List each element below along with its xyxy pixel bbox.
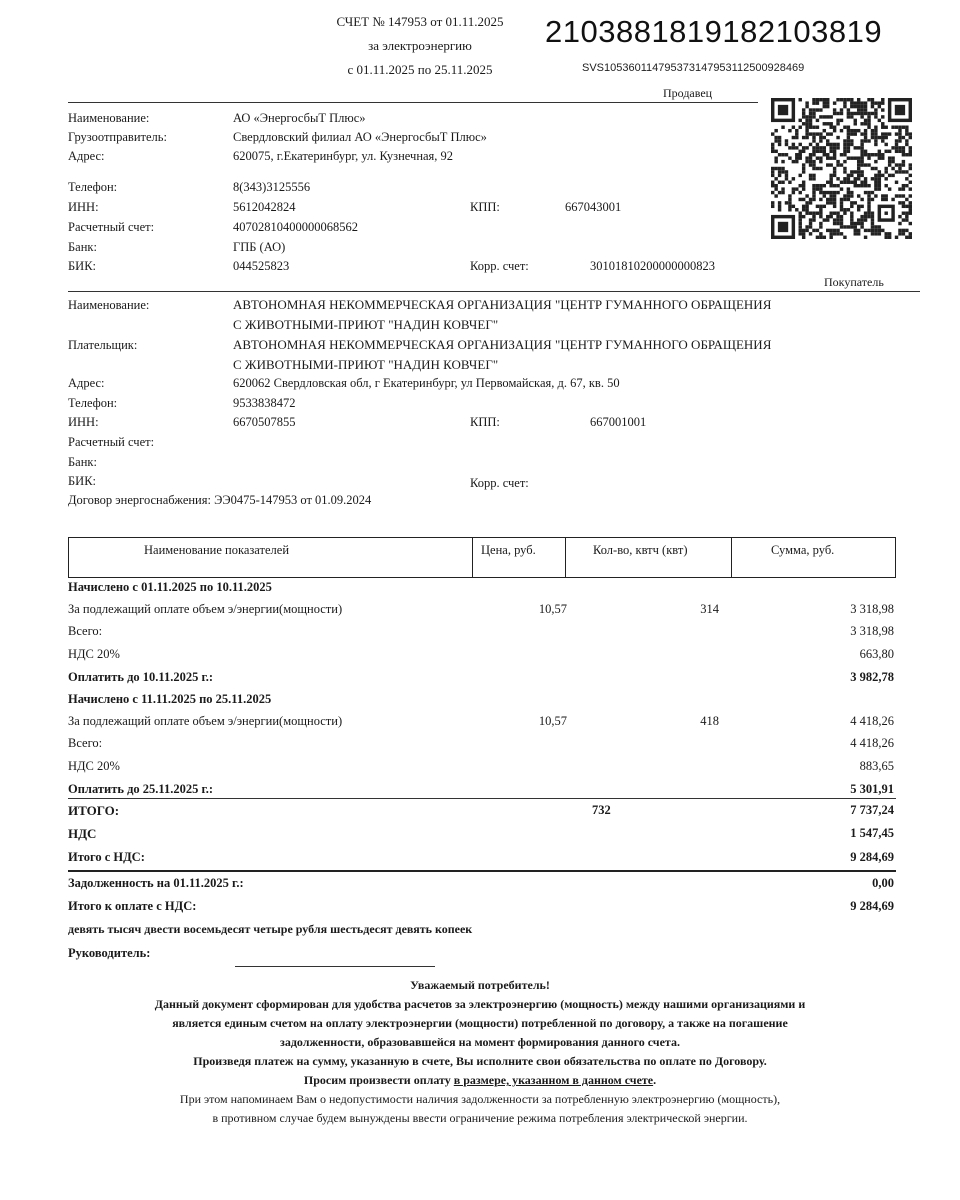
- notice-line-5-pre: Просим произвести оплату: [303, 1073, 454, 1087]
- buyer-bank-label: Банк:: [68, 455, 97, 469]
- p2-title: Начислено с 11.11.2025 по 25.11.2025: [68, 692, 272, 706]
- buyer-bik-label: БИК:: [68, 474, 97, 488]
- buyer-address-value: 620062 Свердловская обл, г Екатеринбург, ул Первомайская, д. 67, кв. 50: [233, 376, 620, 390]
- qr-code-icon: [771, 98, 912, 239]
- buyer-name-line2: С ЖИВОТНЫМИ-ПРИЮТ "НАДИН КОВЧЕГ": [233, 317, 499, 332]
- p2-pay: 5 301,91: [850, 782, 894, 796]
- notice-line-1: Данный документ сформирован для удобства расчетов за электроэнергию (мощность) между нашими организациями и: [154, 997, 806, 1011]
- seller-address-label: Адрес:: [68, 149, 105, 163]
- p1-title: Начислено с 01.11.2025 по 10.11.2025: [68, 580, 272, 594]
- notice-line-5: [40, 1071, 920, 1090]
- notice-line-6: При этом напоминаем Вам о недопустимости наличия задолженности за потребленную электроэнергию (мощность),: [179, 1092, 781, 1106]
- p1-vat: 663,80: [859, 647, 894, 661]
- p2-pay-label: Оплатить до 25.11.2025 г.:: [68, 782, 214, 796]
- contract-line: Договор энергоснабжения: ЭЭ0475-147953 от 01.09.2024: [68, 493, 372, 507]
- head-label: Руководитель:: [68, 946, 151, 960]
- seller-inn-value: 5612042824: [233, 200, 296, 214]
- p2-total-label: Всего:: [68, 736, 103, 750]
- p1-pay: 3 982,78: [850, 670, 894, 684]
- invoice-period: с 01.11.2025 по 25.11.2025: [347, 62, 493, 77]
- seller-phone-label: Телефон:: [68, 180, 118, 194]
- signature-line: [235, 966, 435, 967]
- topay-label: Итого к оплате с НДС:: [68, 899, 197, 913]
- buyer-divider: [68, 291, 920, 292]
- buyer-address-label: Адрес:: [68, 376, 105, 390]
- p1-pay-label: Оплатить до 10.11.2025 г.:: [68, 670, 214, 684]
- buyer-kpp-value: 667001001: [590, 415, 647, 429]
- nds-label: НДС: [68, 826, 97, 841]
- notice-greeting: Уважаемый потребитель!: [410, 978, 550, 992]
- buyer-payer-line1: АВТОНОМНАЯ НЕКОММЕРЧЕСКАЯ ОРГАНИЗАЦИЯ "ЦЕНТР ГУМАННОГО ОБРАЩЕНИЯ: [233, 337, 772, 352]
- seller-address-value: 620075, г.Екатеринбург, ул. Кузнечная, 92: [233, 149, 454, 163]
- seller-shipper-value: Свердловский филиал АО «ЭнергосбыТ Плюс»: [233, 130, 487, 144]
- p1-total-label: Всего:: [68, 624, 103, 638]
- seller-bank-value: ГПБ (АО): [233, 240, 286, 254]
- th-sum: Сумма, руб.: [771, 543, 835, 557]
- invoice-title: СЧЕТ № 147953 от 01.11.2025: [336, 14, 504, 29]
- seller-name-label: Наименование:: [68, 111, 150, 125]
- nds-sum: 1 547,45: [850, 826, 894, 840]
- p2-price: 10,57: [538, 714, 567, 728]
- seller-bank-label: Банк:: [68, 240, 97, 254]
- seller-kpp-label: КПП:: [470, 200, 500, 214]
- notice-line-7: в противном случае будем вынуждены ввести ограничение режима потребления электрической энергии.: [212, 1111, 748, 1125]
- seller-kpp-value: 667043001: [565, 200, 622, 214]
- debt-sum: 0,00: [872, 876, 894, 890]
- seller-inn-label: ИНН:: [68, 200, 99, 214]
- buyer-kpp-label: КПП:: [470, 415, 500, 429]
- seller-corr-label: Корр. счет:: [470, 259, 529, 273]
- table-header: [68, 537, 896, 578]
- th-name: Наименование показателей: [144, 543, 290, 557]
- p1-sum: 3 318,98: [850, 602, 894, 616]
- p2-qty: 418: [700, 714, 719, 728]
- itogo-qty: 732: [592, 803, 611, 817]
- notice-line-5-post: .: [653, 1073, 657, 1087]
- p1-vat-label: НДС 20%: [68, 647, 120, 661]
- buyer-phone-label: Телефон:: [68, 396, 118, 410]
- buyer-inn-value: 6670507855: [233, 415, 296, 429]
- seller-name-value: АО «ЭнергосбыТ Плюс»: [233, 111, 366, 125]
- itogo-label: ИТОГО:: [68, 803, 120, 818]
- amount-in-words: девять тысяч двести восемьдесят четыре рубля шестьдесят девять копеек: [68, 922, 473, 936]
- seller-divider: [68, 102, 758, 103]
- p1-total: 3 318,98: [850, 624, 894, 638]
- notice-line-3: задолженности, образовавшейся на момент формирования данного счета.: [280, 1035, 680, 1049]
- seller-account-label: Расчетный счет:: [68, 220, 155, 234]
- topay-sum: 9 284,69: [850, 899, 894, 913]
- itogo-sum: 7 737,24: [850, 803, 894, 817]
- seller-bik-label: БИК:: [68, 259, 97, 273]
- notice-line-2: является единым счетом на оплату электроэнергии (мощности) потребленной по договору, а также на погашение: [172, 1016, 788, 1030]
- svs-code: SVS10536011479537314795311250092846​9: [582, 62, 805, 74]
- buyer-account-label: Расчетный счет:: [68, 435, 155, 449]
- seller-bik-value: 044525823: [233, 259, 290, 273]
- invoice-subtitle: за электроэнергию: [368, 38, 472, 53]
- p2-vat: 883,65: [859, 759, 894, 773]
- seller-section-label: Продавец: [663, 86, 713, 100]
- p1-qty: 314: [700, 602, 719, 616]
- debt-divider: [68, 870, 896, 872]
- buyer-payer-line2: С ЖИВОТНЫМИ-ПРИЮТ "НАДИН КОВЧЕГ": [233, 357, 499, 372]
- buyer-inn-label: ИНН:: [68, 415, 99, 429]
- seller-account-value: 40702810400000068562: [233, 220, 358, 234]
- buyer-phone-value: 9533838472: [233, 396, 296, 410]
- p1-line-label: За подлежащий оплате объем э/энергии(мощности): [68, 602, 343, 616]
- buyer-name-label: Наименование:: [68, 298, 150, 312]
- buyer-corr-label: Корр. счет:: [470, 476, 529, 490]
- notice-line-5-underlined: в размере, указанном в данном счете: [453, 1073, 654, 1087]
- p2-vat-label: НДС 20%: [68, 759, 120, 773]
- p2-sum: 4 418,26: [850, 714, 894, 728]
- seller-phone-value: 8(343)3125556: [233, 180, 311, 194]
- seller-shipper-label: Грузоотправитель:: [68, 130, 167, 144]
- buyer-name-line1: АВТОНОМНАЯ НЕКОММЕРЧЕСКАЯ ОРГАНИЗАЦИЯ "ЦЕНТР ГУМАННОГО ОБРАЩЕНИЯ: [233, 297, 772, 312]
- totals-divider: [68, 798, 896, 799]
- p1-price: 10,57: [538, 602, 567, 616]
- th-qty: Кол-во, квтч (квт): [593, 543, 688, 557]
- notice-line-4: Произведя платеж на сумму, указанную в счете, Вы исполните свои обязательства по оплате по Договору.: [193, 1054, 767, 1068]
- debt-label: Задолженность на 01.11.2025 г.:: [68, 876, 244, 890]
- barcode-number: 2103881819182103819: [545, 14, 883, 49]
- buyer-section-label: Покупатель: [824, 275, 884, 289]
- p2-total: 4 418,26: [850, 736, 894, 750]
- with-nds-label: Итого с НДС:: [68, 850, 145, 864]
- buyer-payer-label: Плательщик:: [68, 338, 138, 352]
- p2-line-label: За подлежащий оплате объем э/энергии(мощности): [68, 714, 343, 728]
- seller-corr-value: 30101810200000000823: [590, 259, 715, 273]
- with-nds-sum: 9 284,69: [850, 850, 894, 864]
- th-price: Цена, руб.: [481, 543, 536, 557]
